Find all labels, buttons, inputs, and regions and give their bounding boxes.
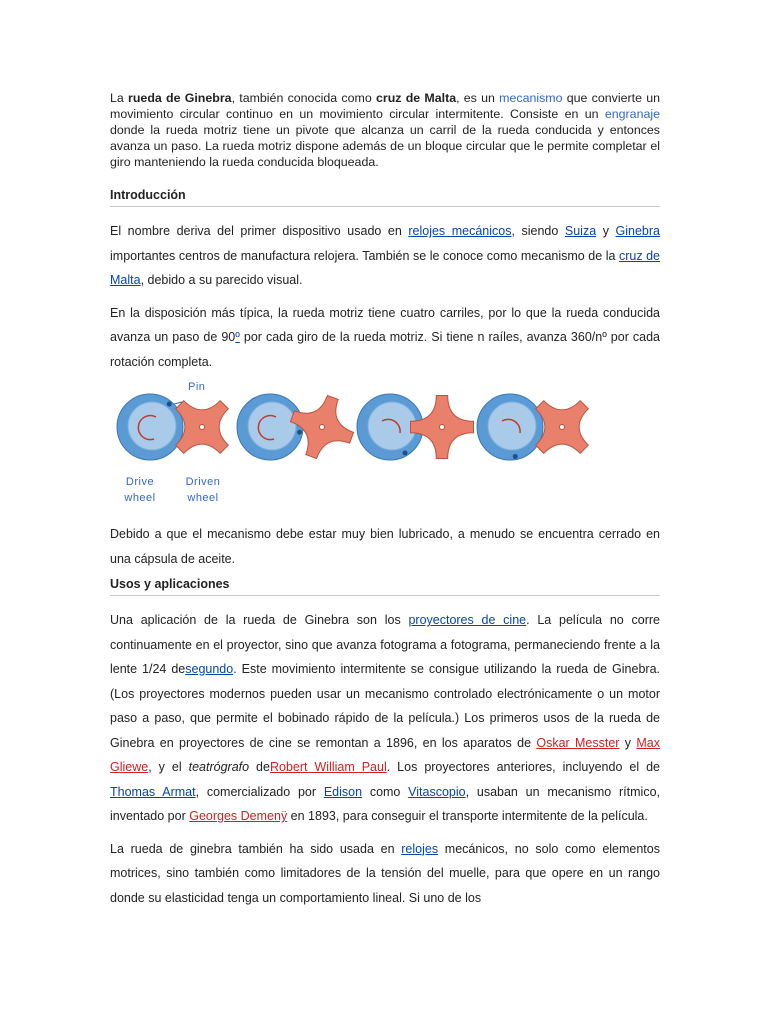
- drive-wheel-hub: [248, 402, 296, 450]
- drive-pin: [403, 450, 408, 455]
- geneva-mechanism-figure: [110, 382, 660, 512]
- link-relojes[interactable]: relojes: [401, 841, 439, 856]
- bold-term-cruz: cruz de Malta: [375, 91, 457, 105]
- drive-wheel-hub: [128, 402, 176, 450]
- text: mecánicos, no solo como elementos motrices, sino también como limitadores de la tensión del muelle, para que opere en un rango donde su elasticidad tenga un comportamiento lineal. Si uno de los: [110, 841, 660, 905]
- driven-wheel-axle: [200, 425, 205, 430]
- drive-wheel-hub: [368, 402, 416, 450]
- text: donde la rueda motriz tiene un pivote que alcanza un carril de la rueda conducida y entonces avanza un paso. La rueda motriz dispone además de un bloque circular que le permite completar el giro manteniendo la rueda conducida bloqueada.: [110, 123, 660, 169]
- section-heading-introduccion: Introducción: [110, 188, 660, 207]
- intro-paragraph: [110, 90, 660, 170]
- text: . Los proyectores anteriores, incluyendo el de: [386, 760, 660, 774]
- link-relojes-mecanicos[interactable]: relojes mecánicos: [408, 224, 512, 238]
- section-heading-usos: Usos y aplicaciones: [110, 577, 660, 596]
- text: , debido a su parecido visual.: [140, 273, 303, 287]
- link-oskar-messter[interactable]: Oskar Messter: [536, 735, 620, 750]
- driven-wheel-label: Driven wheel: [185, 476, 221, 504]
- link-ginebra[interactable]: Ginebra: [615, 224, 661, 238]
- geneva-frame-2: [237, 394, 354, 460]
- geneva-frame-4: [477, 394, 588, 460]
- driven-wheel-axle: [560, 425, 565, 430]
- bold-term-rueda: rueda de Ginebra: [128, 91, 232, 105]
- text: como: [362, 784, 409, 799]
- text: La rueda de ginebra también ha sido usada en: [110, 841, 402, 856]
- link-proyectores-de-cine[interactable]: proyectores de cine: [408, 613, 527, 627]
- link-thomas-armat[interactable]: Thomas Armat: [110, 784, 196, 799]
- link-engranaje[interactable]: engranaje: [604, 107, 660, 121]
- text: , y el: [148, 760, 189, 774]
- paragraph-disposicion: [110, 301, 660, 375]
- link-edison[interactable]: Edison: [323, 784, 363, 799]
- text: y: [619, 735, 637, 750]
- geneva-frame-1: [117, 394, 228, 460]
- link-mecanismo[interactable]: mecanismo: [499, 91, 563, 105]
- link-robert-william-paul[interactable]: Robert William Paul: [269, 760, 387, 774]
- drive-pin: [167, 402, 172, 407]
- text: , siendo: [511, 224, 565, 238]
- drive-pin: [297, 430, 302, 435]
- geneva-frame-3: [357, 394, 474, 460]
- text: En la disposición más típica, la rueda motriz tiene cuatro carriles, por lo que la rueda conducida avanza un paso de 90: [110, 305, 660, 344]
- article: [110, 90, 660, 910]
- driven-wheel-axle: [320, 425, 325, 430]
- text: por cada giro de la rueda motriz. Si tiene n raíles, avanza 360/nº por cada rotación completa.: [110, 330, 660, 369]
- text: que convierte un movimiento circular continuo en un movimiento circular intermitente. Consiste en un: [110, 91, 660, 121]
- link-cruz-de-malta[interactable]: cruz de Malta: [110, 248, 660, 287]
- italic-teatrografo: teatrógrafo: [188, 760, 250, 774]
- text: y: [596, 224, 616, 238]
- text: . La película no corre continuamente en el proyector, sino que avanza fotograma a fotograma, permaneciendo frente a la lente 1/24 de: [110, 613, 660, 676]
- drive-pin: [513, 454, 518, 459]
- text: , también conocida como: [231, 91, 376, 105]
- text: El nombre deriva del primer dispositivo usado en: [110, 224, 409, 238]
- paragraph-nombre: [110, 219, 660, 293]
- pin-label: Pin: [188, 381, 206, 393]
- link-max-gliewe[interactable]: Max Gliewe: [110, 735, 661, 774]
- text: de: [249, 760, 270, 774]
- drive-wheel-hub: [488, 402, 536, 450]
- text: , usaban un mecanismo rítmico, inventado por: [110, 784, 660, 823]
- text: La: [110, 91, 129, 105]
- link-georges-demeny[interactable]: Georges Demenÿ: [189, 809, 288, 823]
- text: . Este movimiento intermitente se consigue utilizando la rueda de Ginebra. (Los proyectores modernos pueden usar un mecanismo controlado electrónicamente o un motor paso a paso, que permite el bobinado rápido de la película.) Los primeros usos de la rueda de Ginebra en proyectores de cine se remontan a 1896, en los aparatos de: [110, 662, 661, 750]
- paragraph-lubricado: Debido a que el mecanismo debe estar muy bien lubricado, a menudo se encuentra cerrado en una cápsula de aceite.: [110, 527, 660, 566]
- text: , es un: [456, 91, 500, 105]
- link-suiza[interactable]: Suiza: [564, 224, 597, 238]
- link-segundo[interactable]: segundo: [185, 662, 234, 676]
- paragraph-proyectores: [110, 608, 660, 829]
- link-vitascopio[interactable]: Vitascopio: [408, 784, 466, 799]
- link-grado[interactable]: º: [235, 330, 240, 344]
- text: importantes centros de manufactura relojera. También se le conoce como mecanismo de la: [110, 248, 619, 263]
- paragraph-relojes: [110, 837, 660, 911]
- driven-wheel-axle: [440, 425, 445, 430]
- text: en 1893, para conseguir el transporte intermitente de la película.: [287, 809, 648, 823]
- text: Una aplicación de la rueda de Ginebra son los: [110, 613, 409, 627]
- text: , comercializado por: [195, 784, 324, 799]
- drive-wheel-label: Drive wheel: [124, 476, 156, 504]
